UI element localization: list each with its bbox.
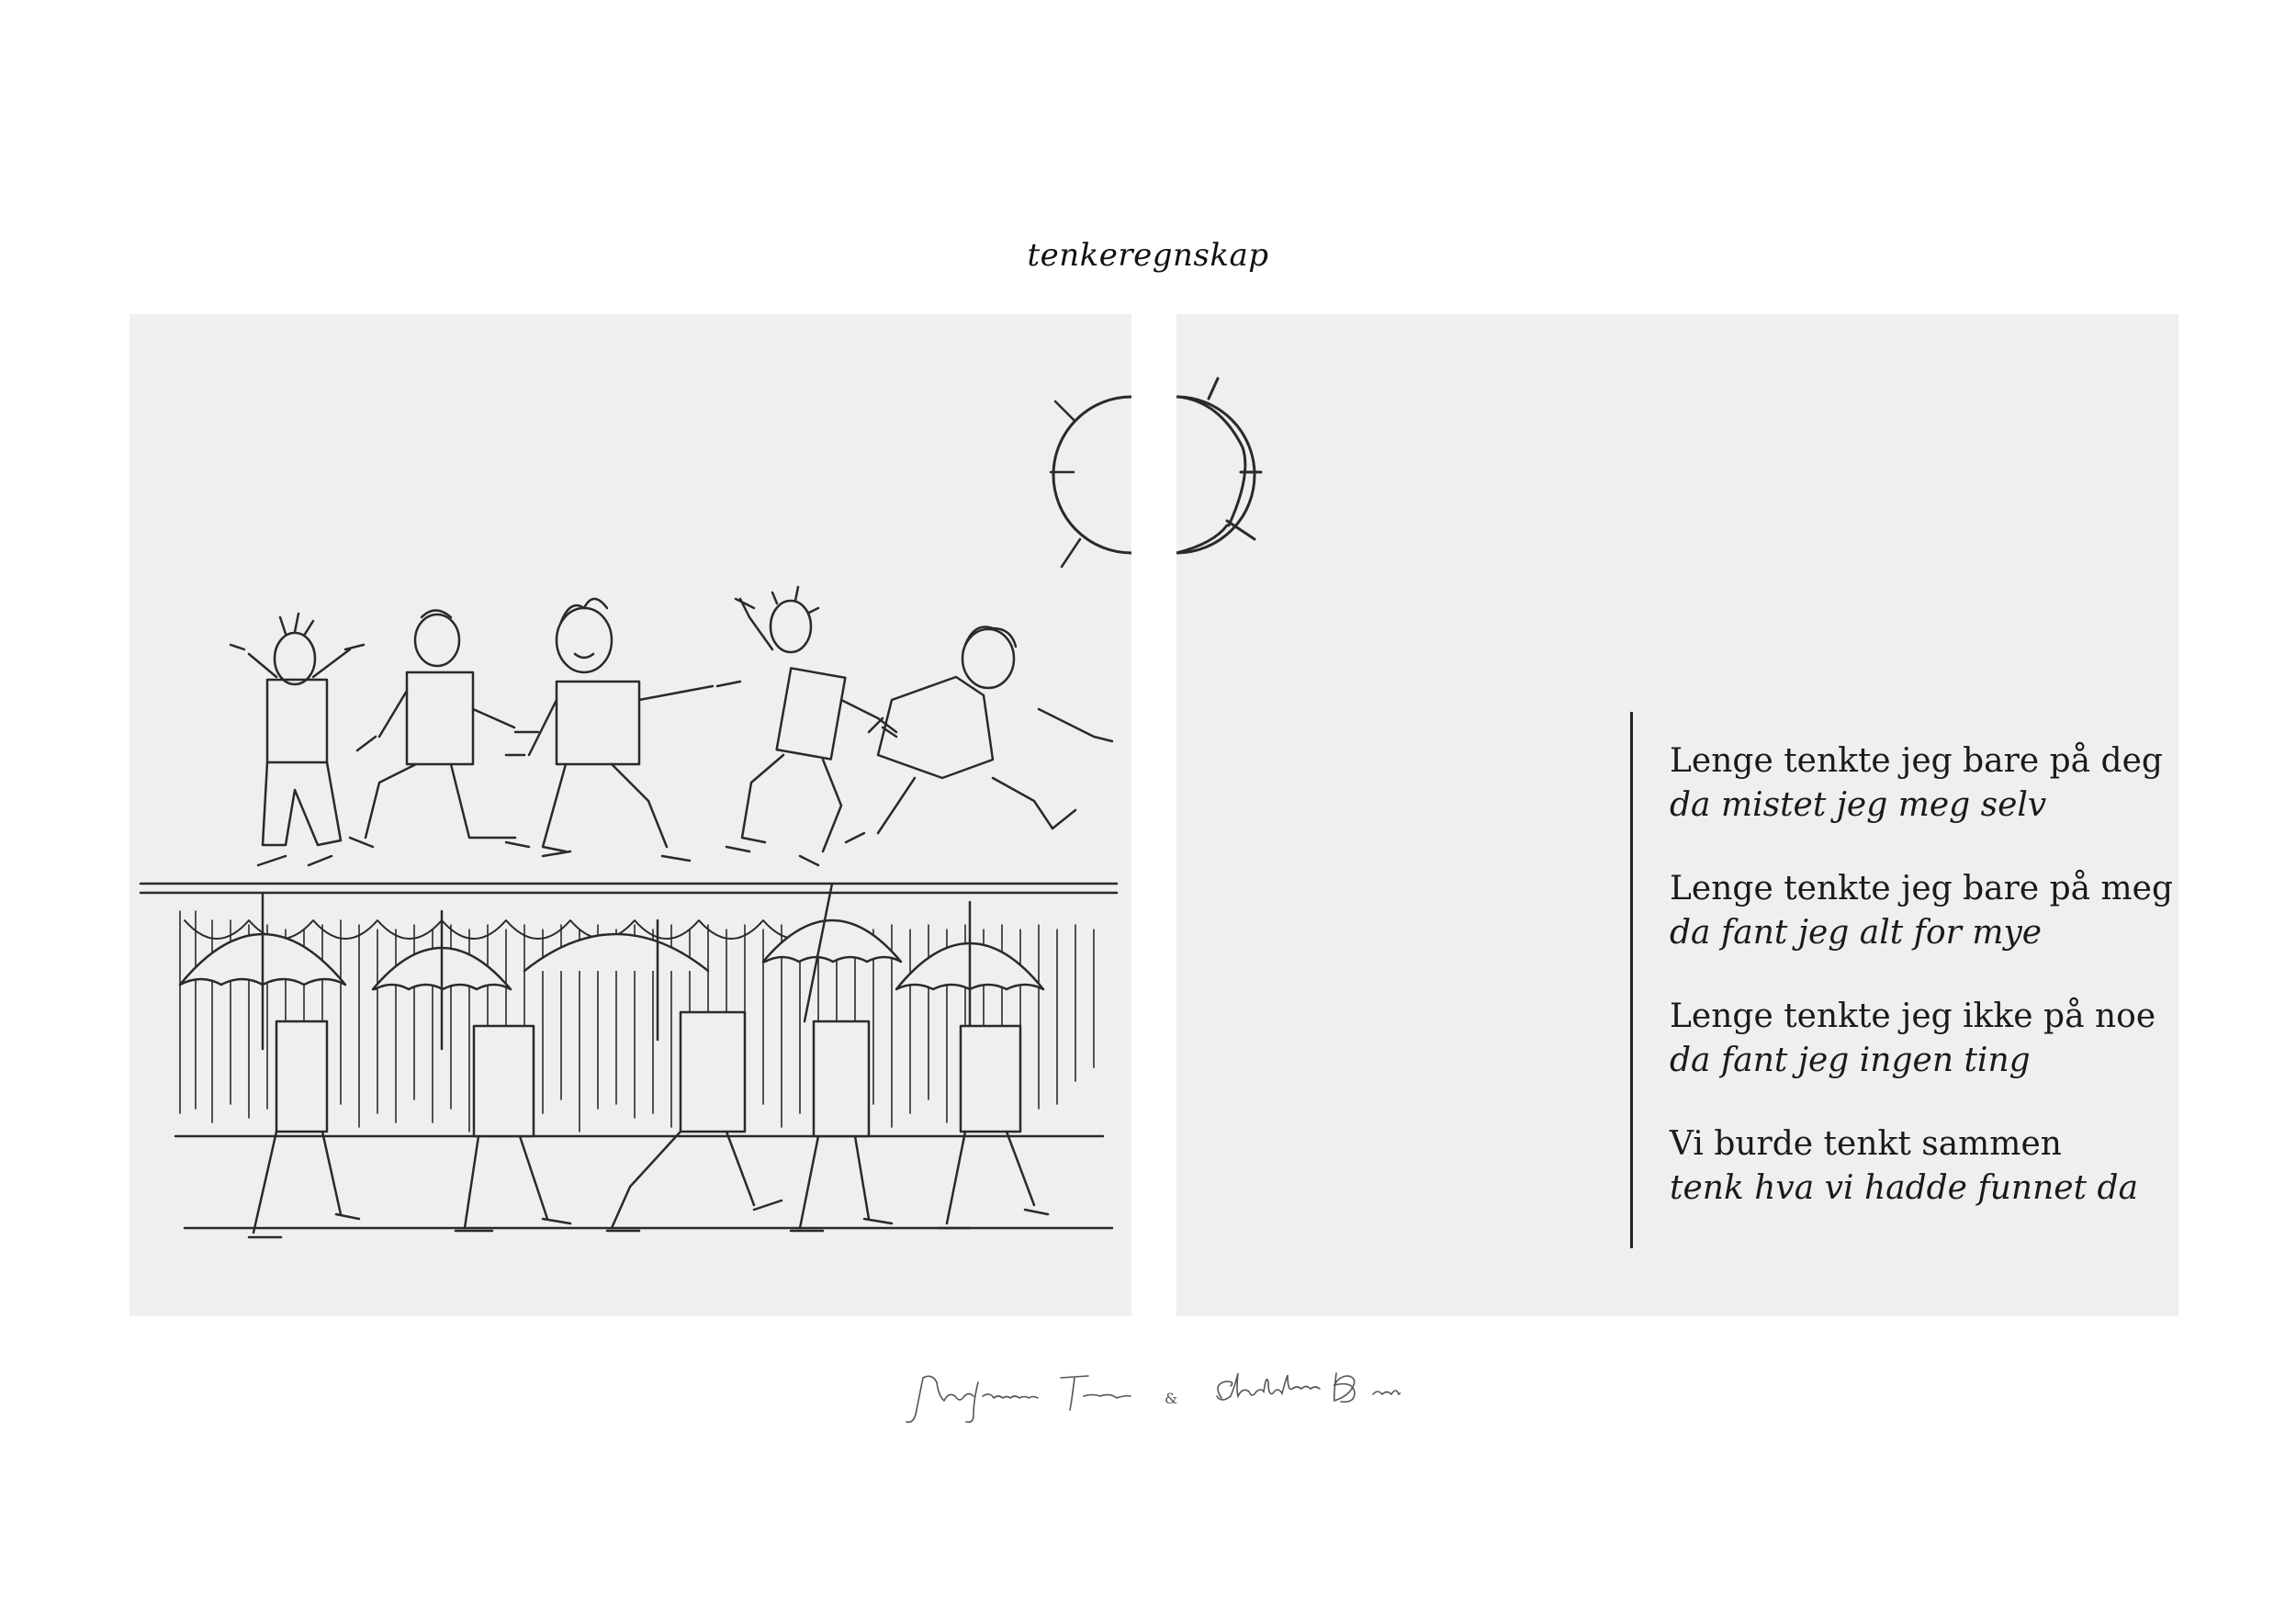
umbrella-walker <box>896 902 1048 1228</box>
poem-stanza <box>1670 739 2163 828</box>
poem-line-italic: da fant jeg alt for mye <box>1670 914 2043 952</box>
poem-line-italic: da mistet jeg meg selv <box>1670 786 2047 824</box>
umbrella-walker <box>180 893 359 1237</box>
dancer-figure <box>506 599 740 861</box>
signature-first <box>906 1376 1131 1422</box>
crowd-drawing <box>129 314 1131 1316</box>
poem-stanza <box>1670 1122 2138 1211</box>
signature-ampersand: & <box>1165 1390 1178 1407</box>
poem-line: Vi burde tenkt sammen <box>1670 1125 2062 1163</box>
poem <box>1630 712 2193 1248</box>
poem-stanza <box>1670 867 2173 955</box>
poem-line: Lenge tenkte jeg bare på deg <box>1670 742 2163 780</box>
dancer-figure <box>350 611 538 848</box>
poem-stanza <box>1670 995 2155 1083</box>
poem-line-italic: da fant jeg ingen ting <box>1670 1042 2031 1079</box>
dancer-figure <box>231 614 364 865</box>
left-illustration-panel <box>129 314 1131 1316</box>
sun-half-left <box>1051 397 1131 567</box>
page-title: tenkeregnskap <box>1027 237 1269 274</box>
dancer-figure <box>846 626 1112 842</box>
signature-second <box>1217 1373 1401 1402</box>
signatures <box>905 1359 1401 1433</box>
dancer-figure <box>726 587 896 865</box>
poem-line-italic: tenk hva vi hadde funnet da <box>1670 1169 2139 1207</box>
poem-line: Lenge tenkte jeg ikke på noe <box>1670 997 2156 1035</box>
poem-line: Lenge tenkte jeg bare på meg <box>1670 870 2174 907</box>
